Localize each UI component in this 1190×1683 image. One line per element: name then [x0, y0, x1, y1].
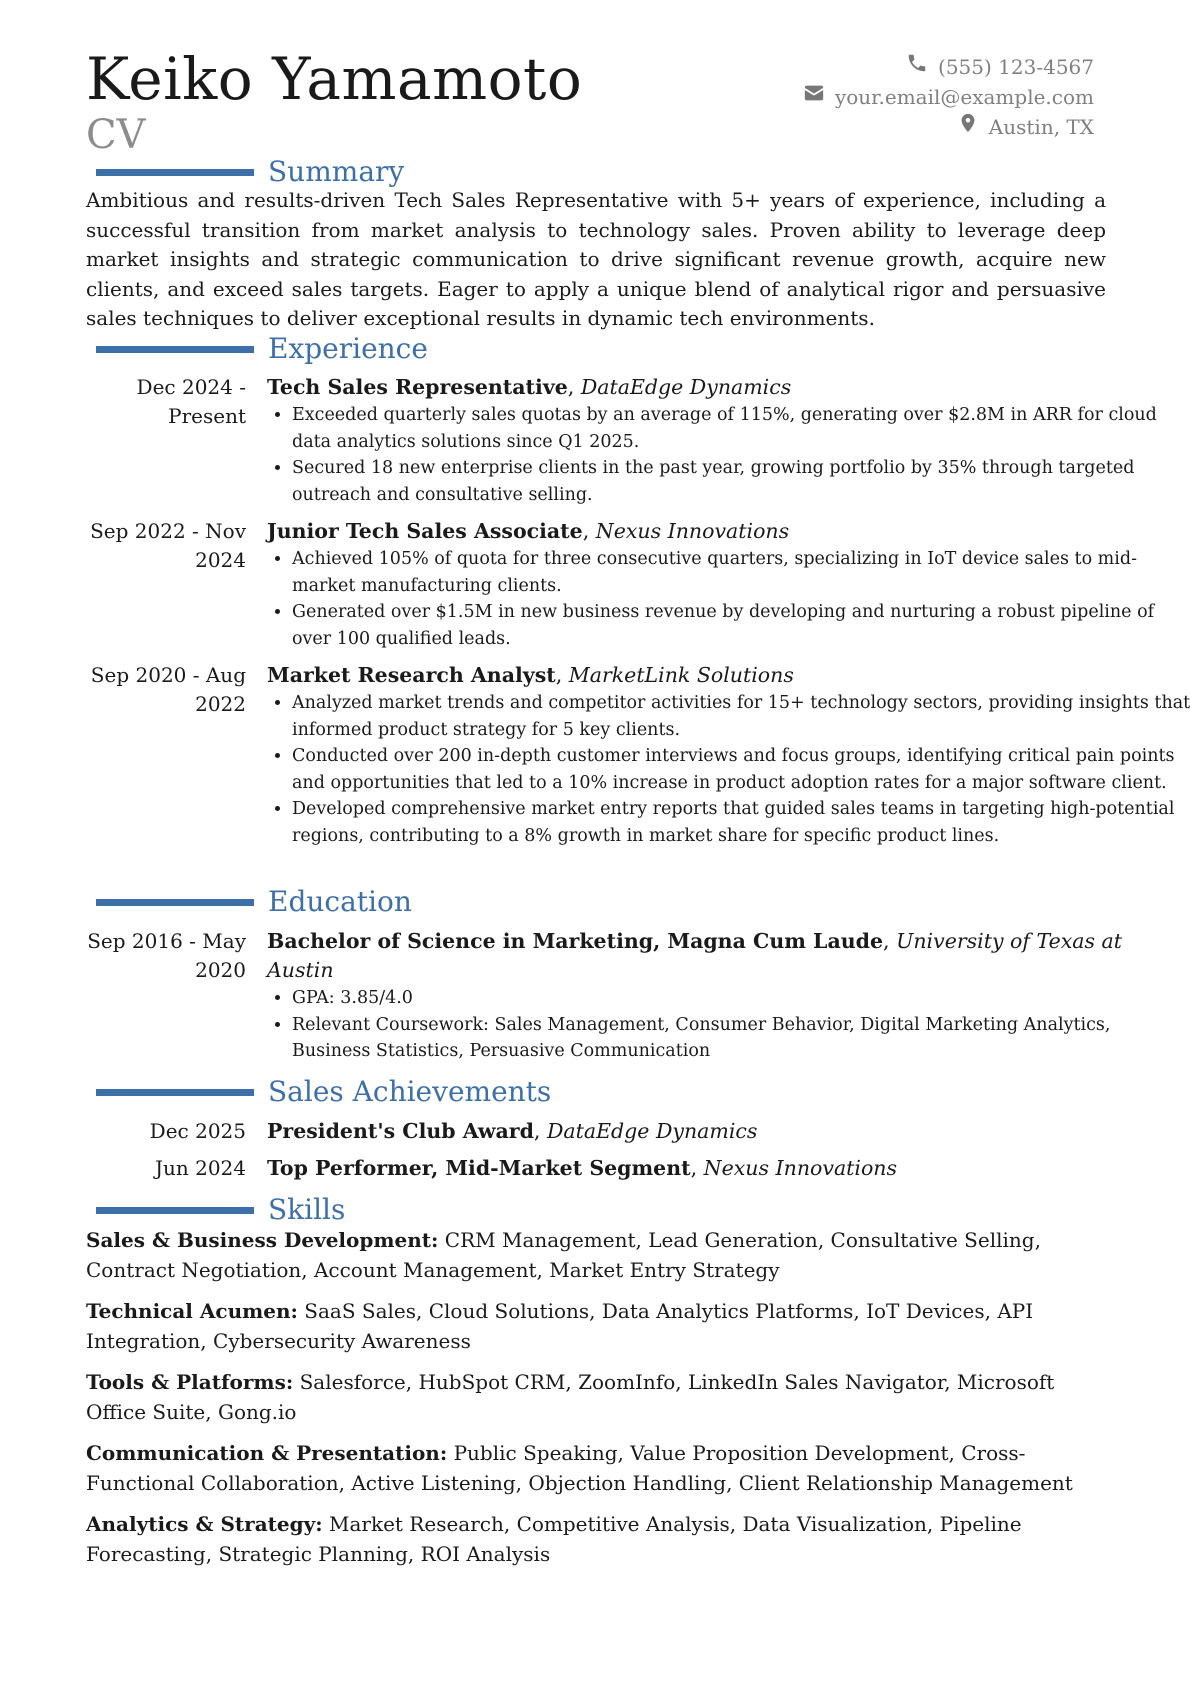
skill-category: Sales & Business Development: [86, 1228, 439, 1252]
bullet-item: • Analyzed market trends and competitor activities for 15+ technology sectors, providing insights that informed product strategy for 5 key clients. [292, 690, 1190, 743]
section-education-heading [96, 885, 412, 919]
entry-degree: Bachelor of Science in Marketing, Magna Cum Laude [267, 929, 884, 953]
document-subtitle: CV [86, 112, 146, 158]
contact-email[interactable] [803, 82, 1094, 112]
person-name: Keiko Yamamoto [86, 45, 583, 113]
entry-heading: Top Performer, Mid-Market Segment, Nexus Innovations [267, 1156, 898, 1180]
skill-items: Market Research, Competitive Analysis, Data Visualization, Pipeline Forecasting, Strategic Planning, ROI Analysis [86, 1512, 1022, 1566]
location-text: Austin, TX [988, 115, 1094, 139]
contact-location [803, 112, 1094, 142]
entry-body [267, 1117, 1190, 1146]
entry-organization: DataEdge Dynamics [580, 375, 792, 399]
entry-heading: Market Research Analyst, MarketLink Solutions [267, 663, 794, 687]
entry-body [267, 517, 1190, 652]
bullet-item: • Achieved 105% of quota for three consecutive quarters, specializing in IoT device sales to mid-market manufacturing clients. [292, 546, 1190, 599]
bullet-item: • Conducted over 200 in-depth customer interviews and focus groups, identifying critical pain points and opportunities that led to a 10% increase in product adoption rates for a major software client. [292, 743, 1190, 796]
section-rule [96, 899, 254, 906]
bullet-item: • Secured 18 new enterprise clients in the past year, growing portfolio by 35% through targeted outreach and consultative selling. [292, 455, 1190, 508]
bullet-list [267, 402, 1190, 508]
section-summary-heading [96, 155, 404, 189]
entry-date: Dec 2025 [149, 1119, 246, 1143]
entry-body [267, 1154, 1190, 1183]
date-line: 2020 [195, 958, 246, 982]
section-rule [96, 346, 254, 353]
achievement-title: President's Club Award [267, 1119, 534, 1143]
date-line: Sep 2020 - Aug [90, 663, 246, 687]
date-line: Present [168, 404, 246, 428]
entry-date [86, 517, 246, 575]
section-rule [96, 1207, 254, 1214]
bullet-item: • Exceeded quarterly sales quotas by an average of 115%, generating over $2.8M in ARR for cloud data analytics solutions since Q1 2025. [292, 402, 1190, 455]
skill-category: Analytics & Strategy: [86, 1512, 323, 1536]
date-line: Sep 2022 - Nov [90, 519, 246, 543]
section-rule [96, 1089, 254, 1096]
entry-date [86, 661, 246, 719]
entry-role: Market Research Analyst [267, 663, 556, 687]
bullet-list [267, 690, 1190, 849]
date-line: 2022 [195, 692, 246, 716]
date-line: Dec 2024 - [136, 375, 246, 399]
bullet-item: • GPA: 3.85/4.0 [292, 985, 1190, 1012]
section-experience-heading [96, 332, 428, 366]
skill-group [86, 1439, 1106, 1498]
section-title: Skills [268, 1193, 346, 1226]
skill-group [86, 1226, 1106, 1285]
envelope-icon [803, 82, 825, 112]
entry-date [86, 373, 246, 431]
date-line: Sep 2016 - May [87, 929, 246, 953]
entry-body [267, 927, 1190, 1065]
section-achievements-heading [96, 1075, 551, 1109]
entry-organization: MarketLink Solutions [568, 663, 794, 687]
bullet-item: • Relevant Coursework: Sales Management, Consumer Behavior, Digital Marketing Analytics, Business Statistics, Persuasive Communication [292, 1012, 1190, 1065]
section-title: Summary [268, 155, 405, 188]
entry-body [267, 373, 1190, 508]
entry-institution: University of Texas at Austin [267, 929, 1122, 982]
skill-category: Communication & Presentation: [86, 1441, 448, 1465]
entry-heading: President's Club Award, DataEdge Dynamics [267, 1119, 758, 1143]
bullet-item: • Generated over $1.5M in new business revenue by developing and nurturing a robust pipeline of over 100 qualified leads. [292, 599, 1190, 652]
entry-heading: Bachelor of Science in Marketing, Magna Cum Laude, University of Texas at Austin [267, 929, 1122, 982]
section-rule [96, 169, 254, 176]
map-pin-icon [957, 112, 979, 142]
bullet-list [267, 546, 1190, 652]
entry-organization: Nexus Innovations [703, 1156, 898, 1180]
skill-items: Public Speaking, Value Proposition Development, Cross-Functional Collaboration, Active Listening, Objection Handling, Client Relationship Management [86, 1441, 1073, 1495]
entry-body [267, 661, 1190, 849]
entry-organization: Nexus Innovations [595, 519, 790, 543]
entry-role: Tech Sales Representative [267, 375, 568, 399]
achievement-title: Top Performer, Mid-Market Segment [267, 1156, 691, 1180]
skill-group [86, 1368, 1106, 1427]
section-skills-heading [96, 1193, 345, 1227]
entry-role: Junior Tech Sales Associate [267, 519, 583, 543]
skill-group [86, 1510, 1106, 1569]
email-text: your.email@example.com [834, 85, 1094, 109]
skill-items: Salesforce, HubSpot CRM, ZoomInfo, LinkedIn Sales Navigator, Microsoft Office Suite, Gong.io [86, 1370, 1055, 1424]
skill-category: Tools & Platforms: [86, 1370, 294, 1394]
bullet-item: • Developed comprehensive market entry reports that guided sales teams in targeting high-potential regions, contributing to a 8% growth in market share for specific product lines. [292, 796, 1190, 849]
section-title: Experience [268, 332, 428, 365]
contact-phone[interactable] [803, 52, 1094, 82]
entry-date [86, 927, 246, 985]
date-line: 2024 [195, 548, 246, 572]
section-title: Sales Achievements [268, 1075, 552, 1108]
section-title: Education [268, 885, 412, 918]
bullet-list [267, 985, 1190, 1065]
entry-heading: Junior Tech Sales Associate, Nexus Innovations [267, 519, 790, 543]
phone-icon [906, 52, 928, 82]
entry-heading: Tech Sales Representative, DataEdge Dynamics [267, 375, 792, 399]
skill-group [86, 1297, 1106, 1356]
skill-items: CRM Management, Lead Generation, Consultative Selling, Contract Negotiation, Account Management, Market Entry Strategy [86, 1228, 1041, 1282]
entry-date: Jun 2024 [154, 1156, 246, 1180]
phone-text: (555) 123-4567 [938, 55, 1094, 79]
entry-organization: DataEdge Dynamics [546, 1119, 758, 1143]
contact-block [803, 52, 1094, 142]
skill-items: SaaS Sales, Cloud Solutions, Data Analytics Platforms, IoT Devices, API Integration, Cybersecurity Awareness [86, 1299, 1034, 1353]
skill-category: Technical Acumen: [86, 1299, 298, 1323]
summary-text: Ambitious and results-driven Tech Sales Representative with 5+ years of experience, including a successful transition from market analysis to technology sales. Proven ability to leverage deep market insights and strategic communication to drive significant revenue growth, acquire new clients, and exceed sales targets. Eager to apply a unique blend of analytical rigor and persuasive sales techniques to deliver exceptional results in dynamic tech environments. [86, 188, 1106, 330]
